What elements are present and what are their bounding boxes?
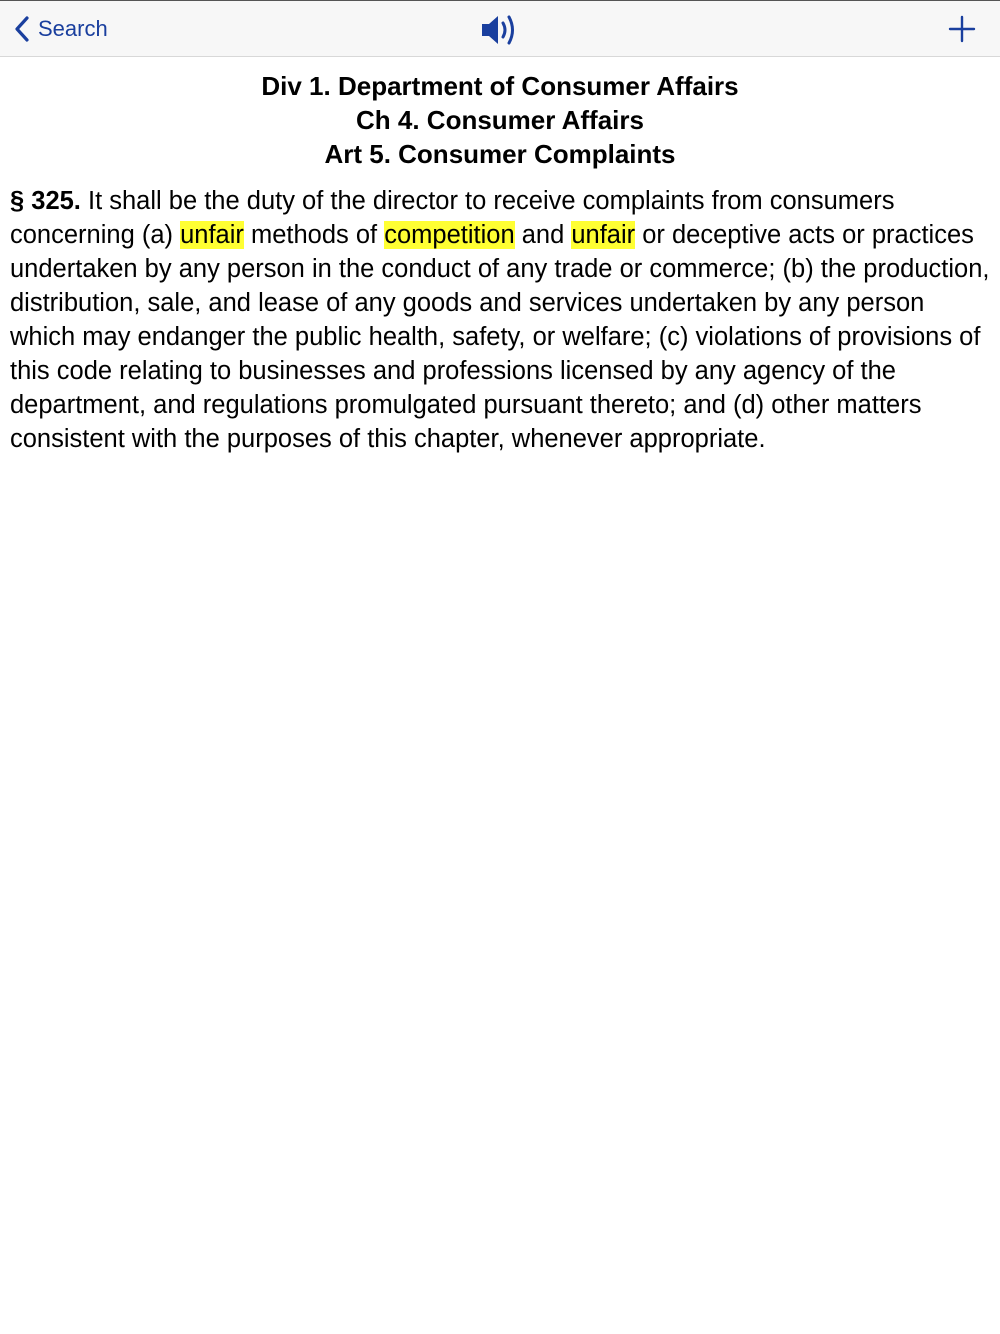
section-text-segment: and (514, 221, 572, 249)
search-highlight: unfair (180, 221, 244, 249)
speaker-button[interactable] (480, 12, 520, 48)
article-heading: Art 5. Consumer Complaints (324, 139, 676, 169)
section-number: § 325. (10, 187, 81, 215)
chapter-heading: Ch 4. Consumer Affairs (356, 105, 644, 135)
section-text-segment: It shall be the duty of the director to receive complaints from consumers concerning (a) (10, 187, 895, 249)
statute-content (0, 57, 1000, 456)
back-button[interactable] (14, 13, 108, 45)
chevron-left-icon (14, 15, 30, 43)
navigation-bar (0, 0, 1000, 57)
search-highlight: competition (384, 221, 515, 249)
section-text-segment: or deceptive acts or practices undertaken by any person in the conduct of any trade or commerce; (b) the production, distribution, sale, and lease of any goods and services undertaken by any person which may endanger the public health, safety, or welfare; (c) violations of provisions of this code relating to businesses and professions licensed by any agency of the department, and regulations promulgated pursuant thereto; and (d) other matters consistent with the purposes of this chapter, whenever appropriate. (10, 221, 990, 453)
section-body (10, 184, 990, 456)
speaker-icon (480, 12, 520, 48)
plus-icon (946, 13, 978, 45)
add-button[interactable] (946, 13, 978, 45)
statute-headings (0, 69, 1000, 171)
back-button-label: Search (38, 16, 108, 41)
division-heading: Div 1. Department of Consumer Affairs (261, 71, 739, 101)
search-highlight: unfair (571, 221, 636, 249)
section-text-segment: methods of (243, 221, 385, 249)
